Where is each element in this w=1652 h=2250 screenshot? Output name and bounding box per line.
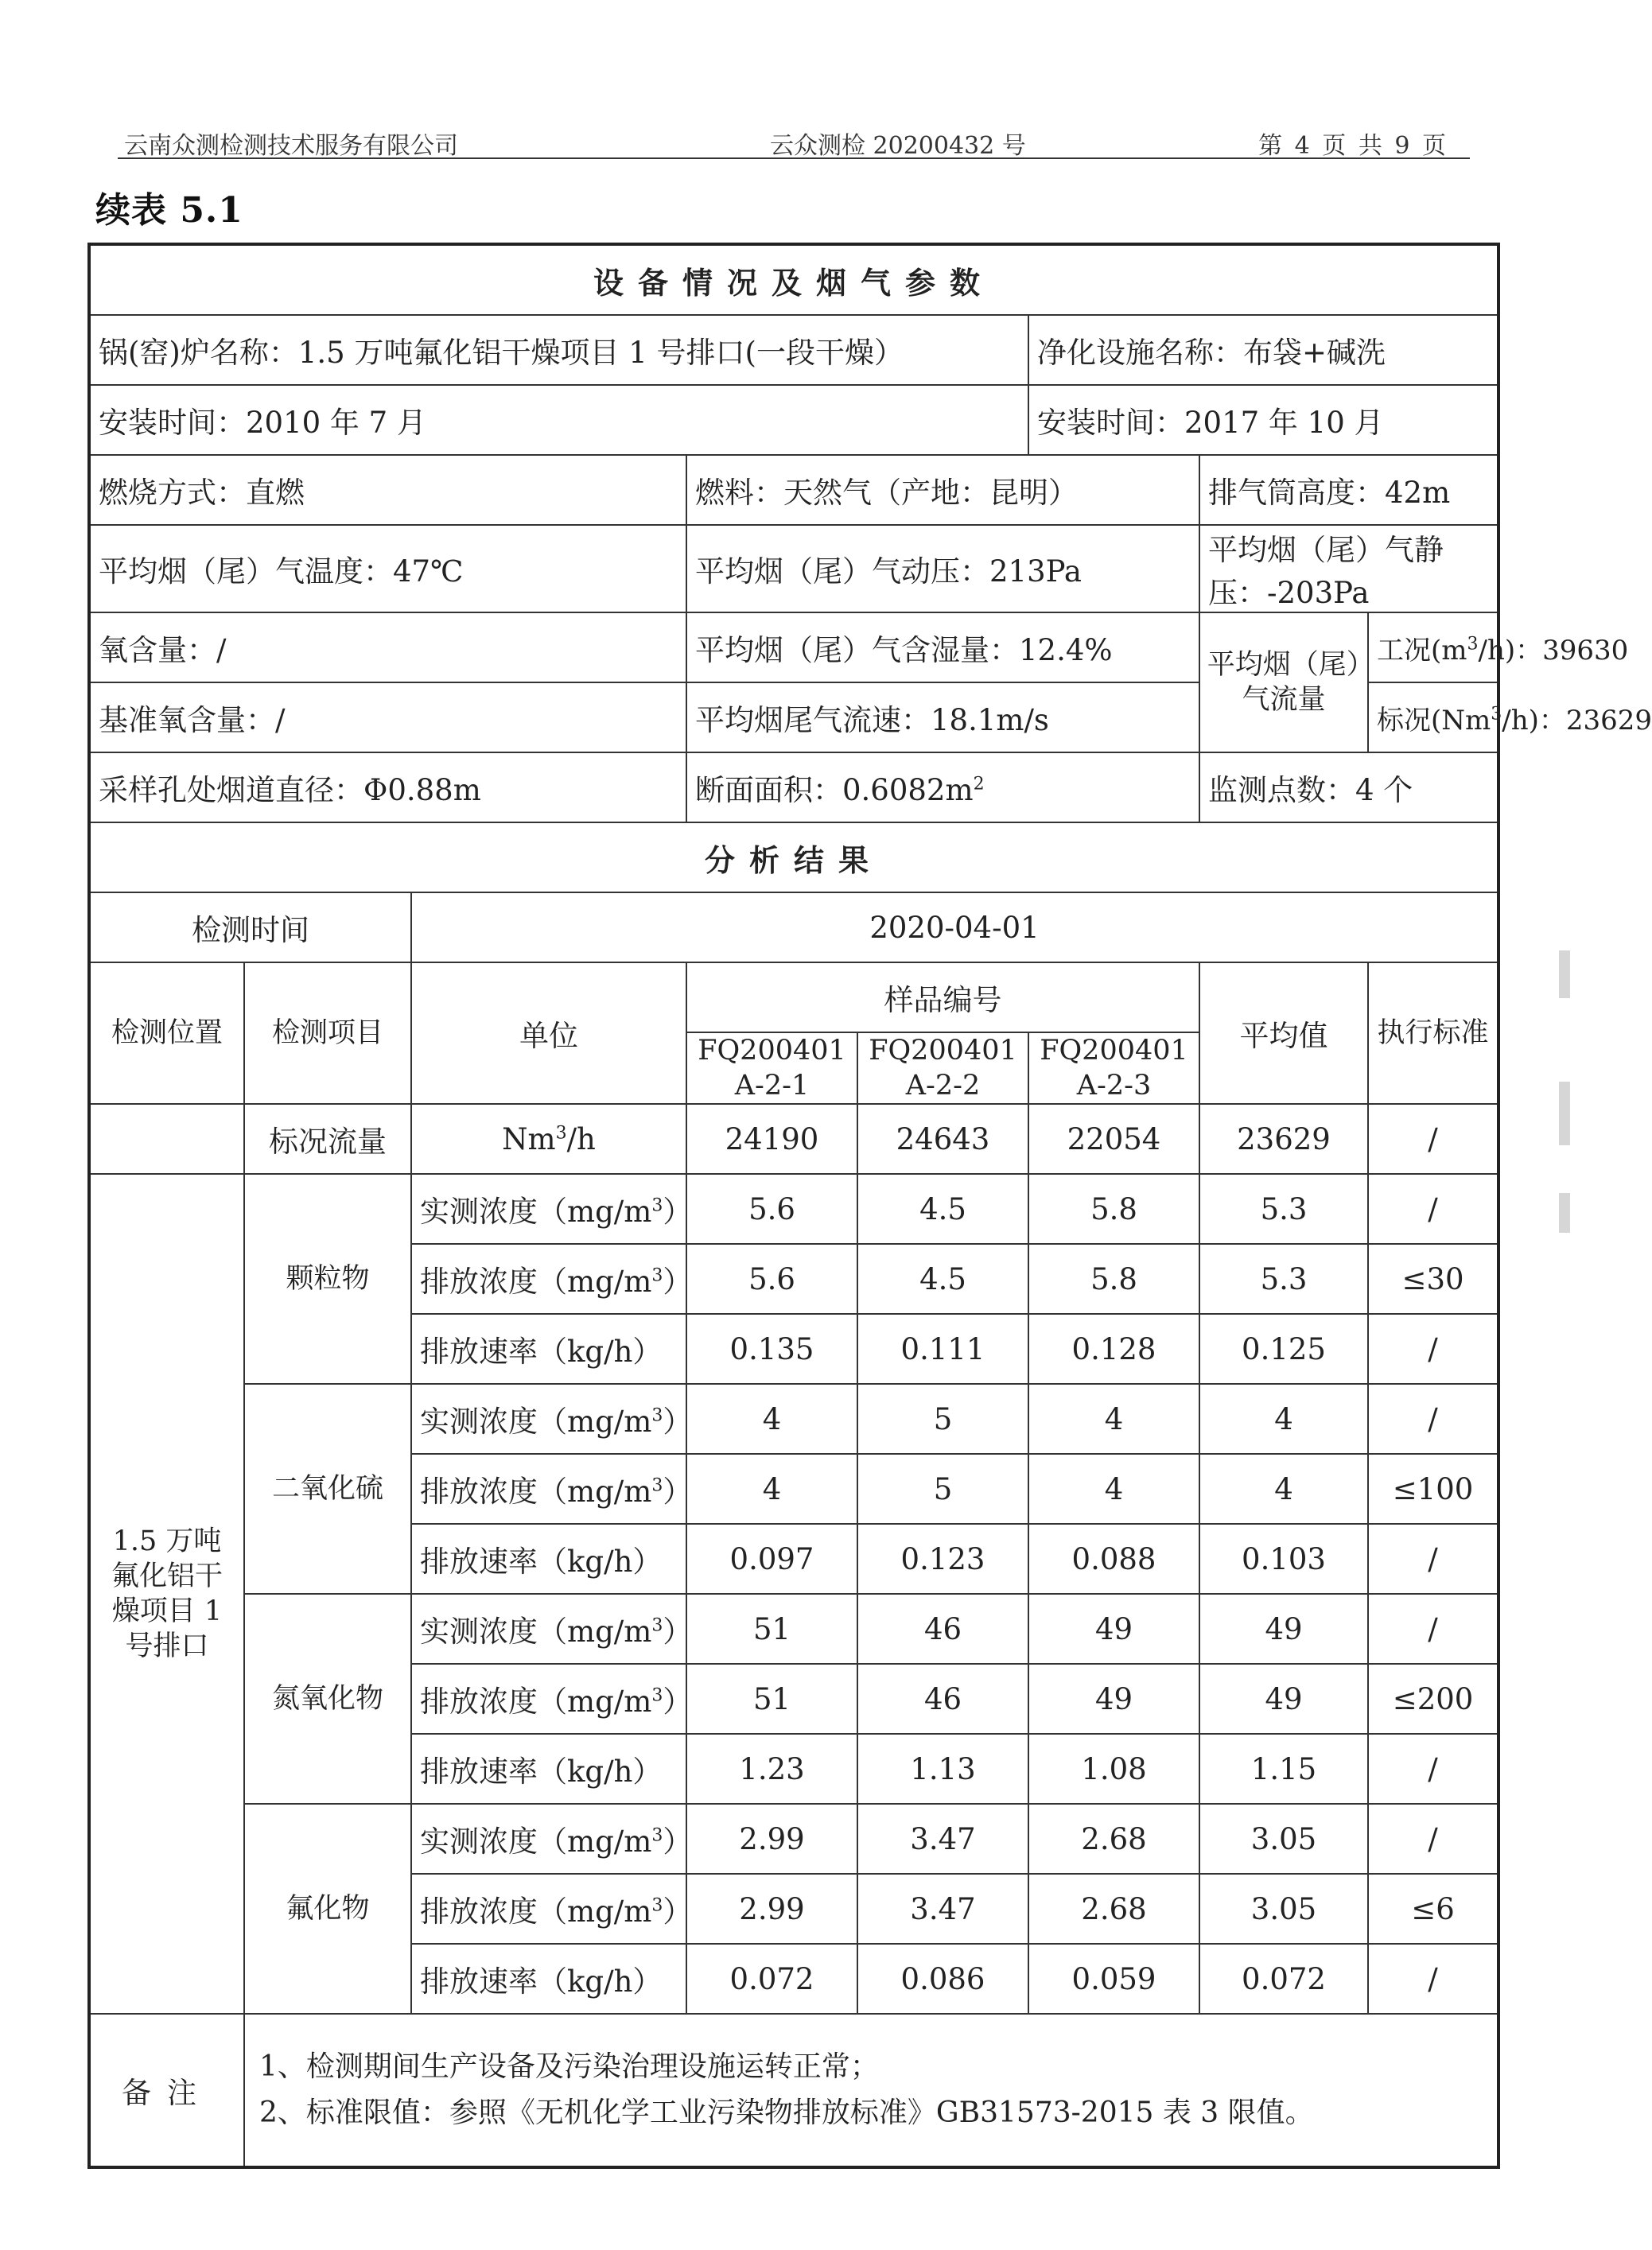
equipment-section bbox=[89, 244, 1652, 822]
combustion-mode: 燃烧方式：直燃 bbox=[89, 455, 686, 525]
value-cell: 0.123 bbox=[857, 1524, 1028, 1594]
value-cell: 4.5 bbox=[857, 1244, 1028, 1314]
value-cell: 0.088 bbox=[1028, 1524, 1199, 1594]
avg-moisture: 平均烟（尾）气含湿量：12.4% bbox=[686, 612, 1199, 682]
scan-mark bbox=[1559, 950, 1570, 998]
value-cell: 51 bbox=[686, 1664, 857, 1734]
value-cell: 24190 bbox=[686, 1104, 857, 1174]
standard-cell: / bbox=[1368, 1384, 1498, 1454]
install-time-purifier: 安装时间：2017 年 10 月 bbox=[1028, 385, 1498, 455]
remarks-section bbox=[89, 2014, 1498, 2167]
avg-cell: 49 bbox=[1199, 1664, 1368, 1734]
col-unit-header: 单位 bbox=[411, 962, 686, 1104]
standard-cell: / bbox=[1368, 1104, 1498, 1174]
stack-height: 排气筒高度：42m bbox=[1199, 455, 1498, 525]
param-cell: 排放浓度$(mg/m^3)$ bbox=[411, 1874, 686, 1944]
duct-diameter: 采样孔处烟道直径：Φ0.88m bbox=[89, 752, 686, 822]
value-cell: 4 bbox=[686, 1454, 857, 1524]
value-cell: 49 bbox=[1028, 1594, 1199, 1664]
col-sample-header: 样品编号 bbox=[686, 962, 1199, 1032]
analysis-section bbox=[89, 822, 1498, 1174]
standard-cell: / bbox=[1368, 1734, 1498, 1804]
param-cell: 排放浓度$(mg/m^3)$ bbox=[411, 1244, 686, 1314]
table-row bbox=[89, 1174, 1498, 1244]
value-cell: 5.8 bbox=[1028, 1174, 1199, 1244]
value-cell: 2.68 bbox=[1028, 1804, 1199, 1874]
value-cell: 5.8 bbox=[1028, 1244, 1199, 1314]
avg-cell: 4 bbox=[1199, 1454, 1368, 1524]
pollutant-name: 二氧化硫 bbox=[244, 1384, 411, 1594]
avg-dynamic-pressure: 平均烟（尾）气动压：213Pa bbox=[686, 525, 1199, 612]
avg-cell: 4 bbox=[1199, 1384, 1368, 1454]
section-area: 断面面积：$0.6082m^2$ bbox=[686, 752, 1199, 822]
test-time-value: 2020-04-01 bbox=[411, 892, 1498, 962]
value-cell: 4 bbox=[1028, 1454, 1199, 1524]
report-number: 云众测检 20200432 号 bbox=[770, 132, 1026, 160]
base-oxygen: 基准氧含量：/ bbox=[89, 682, 686, 752]
avg-cell: 3.05 bbox=[1199, 1874, 1368, 1944]
param-cell: 排放浓度$(mg/m^3)$ bbox=[411, 1664, 686, 1734]
avg-velocity: 平均烟尾气流速：18.1m/s bbox=[686, 682, 1199, 752]
avg-cell: 0.103 bbox=[1199, 1524, 1368, 1594]
pollutant-name: 氟化物 bbox=[244, 1804, 411, 2014]
value-cell: 46 bbox=[857, 1594, 1028, 1664]
analysis-section-title: 分析结果 bbox=[89, 822, 1498, 892]
standard-cell: / bbox=[1368, 1594, 1498, 1664]
value-cell: 1.23 bbox=[686, 1734, 857, 1804]
remark-line: 1、检测期间生产设备及污染治理设施运转正常； bbox=[259, 2050, 879, 2083]
value-cell: 5.6 bbox=[686, 1244, 857, 1314]
value-cell: 0.135 bbox=[686, 1314, 857, 1384]
pollutant-rows bbox=[89, 1174, 1498, 2014]
page-header bbox=[118, 119, 1470, 159]
param-cell: 排放浓度$(mg/m^3)$ bbox=[411, 1454, 686, 1524]
equipment-section-title: 设备情况及烟气参数 bbox=[89, 244, 1498, 315]
monitor-points: 监测点数：4 个 bbox=[1199, 752, 1498, 822]
param-cell: 实测浓度$(mg/m^3)$ bbox=[411, 1804, 686, 1874]
item-name: 标况流量 bbox=[244, 1104, 411, 1174]
param-cell: 排放速率（kg/h） bbox=[411, 1944, 686, 2014]
sample-id: FQ200401 A-2-1 bbox=[686, 1032, 857, 1104]
value-cell: 5 bbox=[857, 1384, 1028, 1454]
col-item-header: 检测项目 bbox=[244, 962, 411, 1104]
standard-cell: / bbox=[1368, 1524, 1498, 1594]
value-cell: 0.097 bbox=[686, 1524, 857, 1594]
standard-cell: / bbox=[1368, 1174, 1498, 1244]
standard-cell: / bbox=[1368, 1804, 1498, 1874]
param-cell: 排放速率（kg/h） bbox=[411, 1314, 686, 1384]
fuel: 燃料：天然气（产地：昆明） bbox=[686, 455, 1199, 525]
value-cell: 4 bbox=[686, 1384, 857, 1454]
col-standard-header: 执行标准 bbox=[1368, 962, 1498, 1104]
standard-cell: ≤200 bbox=[1368, 1664, 1498, 1734]
avg-cell: 3.05 bbox=[1199, 1804, 1368, 1874]
avg-flow-label: 平均烟（尾）气流量 bbox=[1199, 612, 1368, 752]
value-cell: 22054 bbox=[1028, 1104, 1199, 1174]
value-cell: 5.6 bbox=[686, 1174, 857, 1244]
table-row bbox=[89, 1804, 1498, 1874]
standard-cell: / bbox=[1368, 1944, 1498, 2014]
company-name: 云南众测检测技术服务有限公司 bbox=[124, 132, 458, 160]
table-row bbox=[89, 1384, 1498, 1454]
avg-temperature: 平均烟（尾）气温度：47℃ bbox=[89, 525, 686, 612]
value-cell: 3.47 bbox=[857, 1804, 1028, 1874]
avg-cell: 5.3 bbox=[1199, 1174, 1368, 1244]
value-cell: 2.68 bbox=[1028, 1874, 1199, 1944]
unit-cell: Nm$^3$/h bbox=[411, 1104, 686, 1174]
install-time-boiler: 安装时间：2010 年 7 月 bbox=[89, 385, 1028, 455]
table-row bbox=[89, 1104, 1498, 1174]
value-cell: 0.128 bbox=[1028, 1314, 1199, 1384]
monitoring-table bbox=[87, 243, 1652, 2169]
page-number: 第 4 页 共 9 页 bbox=[1258, 132, 1446, 160]
table-row bbox=[89, 1594, 1498, 1664]
avg-cell: 0.072 bbox=[1199, 1944, 1368, 2014]
value-cell: 0.059 bbox=[1028, 1944, 1199, 2014]
value-cell: 3.47 bbox=[857, 1874, 1028, 1944]
standard-cell: ≤30 bbox=[1368, 1244, 1498, 1314]
value-cell: 2.99 bbox=[686, 1874, 857, 1944]
standard-cell: / bbox=[1368, 1314, 1498, 1384]
scan-mark bbox=[1559, 1193, 1570, 1233]
flow-working-condition: 工况$(m^3/h)$：39630 bbox=[1368, 612, 1498, 682]
value-cell: 1.08 bbox=[1028, 1734, 1199, 1804]
pollutant-name: 颗粒物 bbox=[244, 1174, 411, 1384]
boiler-name: 锅(窑)炉名称：1.5 万吨氟化铝干燥项目 1 号排口(一段干燥） bbox=[89, 315, 1028, 385]
test-time-label: 检测时间 bbox=[89, 892, 411, 962]
standard-cell: ≤6 bbox=[1368, 1874, 1498, 1944]
param-cell: 排放速率（kg/h） bbox=[411, 1734, 686, 1804]
scan-mark bbox=[1559, 1082, 1570, 1145]
sample-id: FQ200401 A-2-2 bbox=[857, 1032, 1028, 1104]
remarks-label: 备注 bbox=[89, 2014, 244, 2167]
remark-line: 2、标准限值：参照《无机化学工业污染物排放标准》GB31573-2015 表 3 限值。 bbox=[259, 2097, 1314, 2129]
value-cell: 0.111 bbox=[857, 1314, 1028, 1384]
standard-cell: ≤100 bbox=[1368, 1454, 1498, 1524]
col-location-header: 检测位置 bbox=[89, 962, 244, 1104]
value-cell: 2.99 bbox=[686, 1804, 857, 1874]
value-cell: 1.13 bbox=[857, 1734, 1028, 1804]
avg-static-pressure: 平均烟（尾）气静压：-203Pa bbox=[1199, 525, 1498, 612]
value-cell: 0.086 bbox=[857, 1944, 1028, 2014]
value-cell: 49 bbox=[1028, 1664, 1199, 1734]
remarks-content bbox=[244, 2014, 1498, 2167]
avg-cell: 49 bbox=[1199, 1594, 1368, 1664]
value-cell: 0.072 bbox=[686, 1944, 857, 2014]
location-cell: 1.5 万吨氟化铝干燥项目 1 号排口 bbox=[89, 1174, 244, 2014]
avg-cell: 5.3 bbox=[1199, 1244, 1368, 1314]
param-cell: 实测浓度$(mg/m^3)$ bbox=[411, 1174, 686, 1244]
param-cell: 实测浓度$(mg/m^3)$ bbox=[411, 1594, 686, 1664]
purifier-name: 净化设施名称：布袋+碱洗 bbox=[1028, 315, 1498, 385]
oxygen-content: 氧含量：/ bbox=[89, 612, 686, 682]
value-cell: 5 bbox=[857, 1454, 1028, 1524]
value-cell: 4 bbox=[1028, 1384, 1199, 1454]
avg-cell: 0.125 bbox=[1199, 1314, 1368, 1384]
col-avg-header: 平均值 bbox=[1199, 962, 1368, 1104]
param-cell: 实测浓度$(mg/m^3)$ bbox=[411, 1384, 686, 1454]
param-cell: 排放速率（kg/h） bbox=[411, 1524, 686, 1594]
avg-cell: 23629 bbox=[1199, 1104, 1368, 1174]
table-title: 续表 5.1 bbox=[95, 190, 243, 231]
sample-id: FQ200401 A-2-3 bbox=[1028, 1032, 1199, 1104]
pollutant-name: 氮氧化物 bbox=[244, 1594, 411, 1804]
value-cell: 46 bbox=[857, 1664, 1028, 1734]
location-blank bbox=[89, 1104, 244, 1174]
avg-cell: 1.15 bbox=[1199, 1734, 1368, 1804]
value-cell: 51 bbox=[686, 1594, 857, 1664]
value-cell: 4.5 bbox=[857, 1174, 1028, 1244]
flow-standard-condition: 标况(Nm$^3$/h)：23629 bbox=[1368, 682, 1498, 752]
value-cell: 24643 bbox=[857, 1104, 1028, 1174]
